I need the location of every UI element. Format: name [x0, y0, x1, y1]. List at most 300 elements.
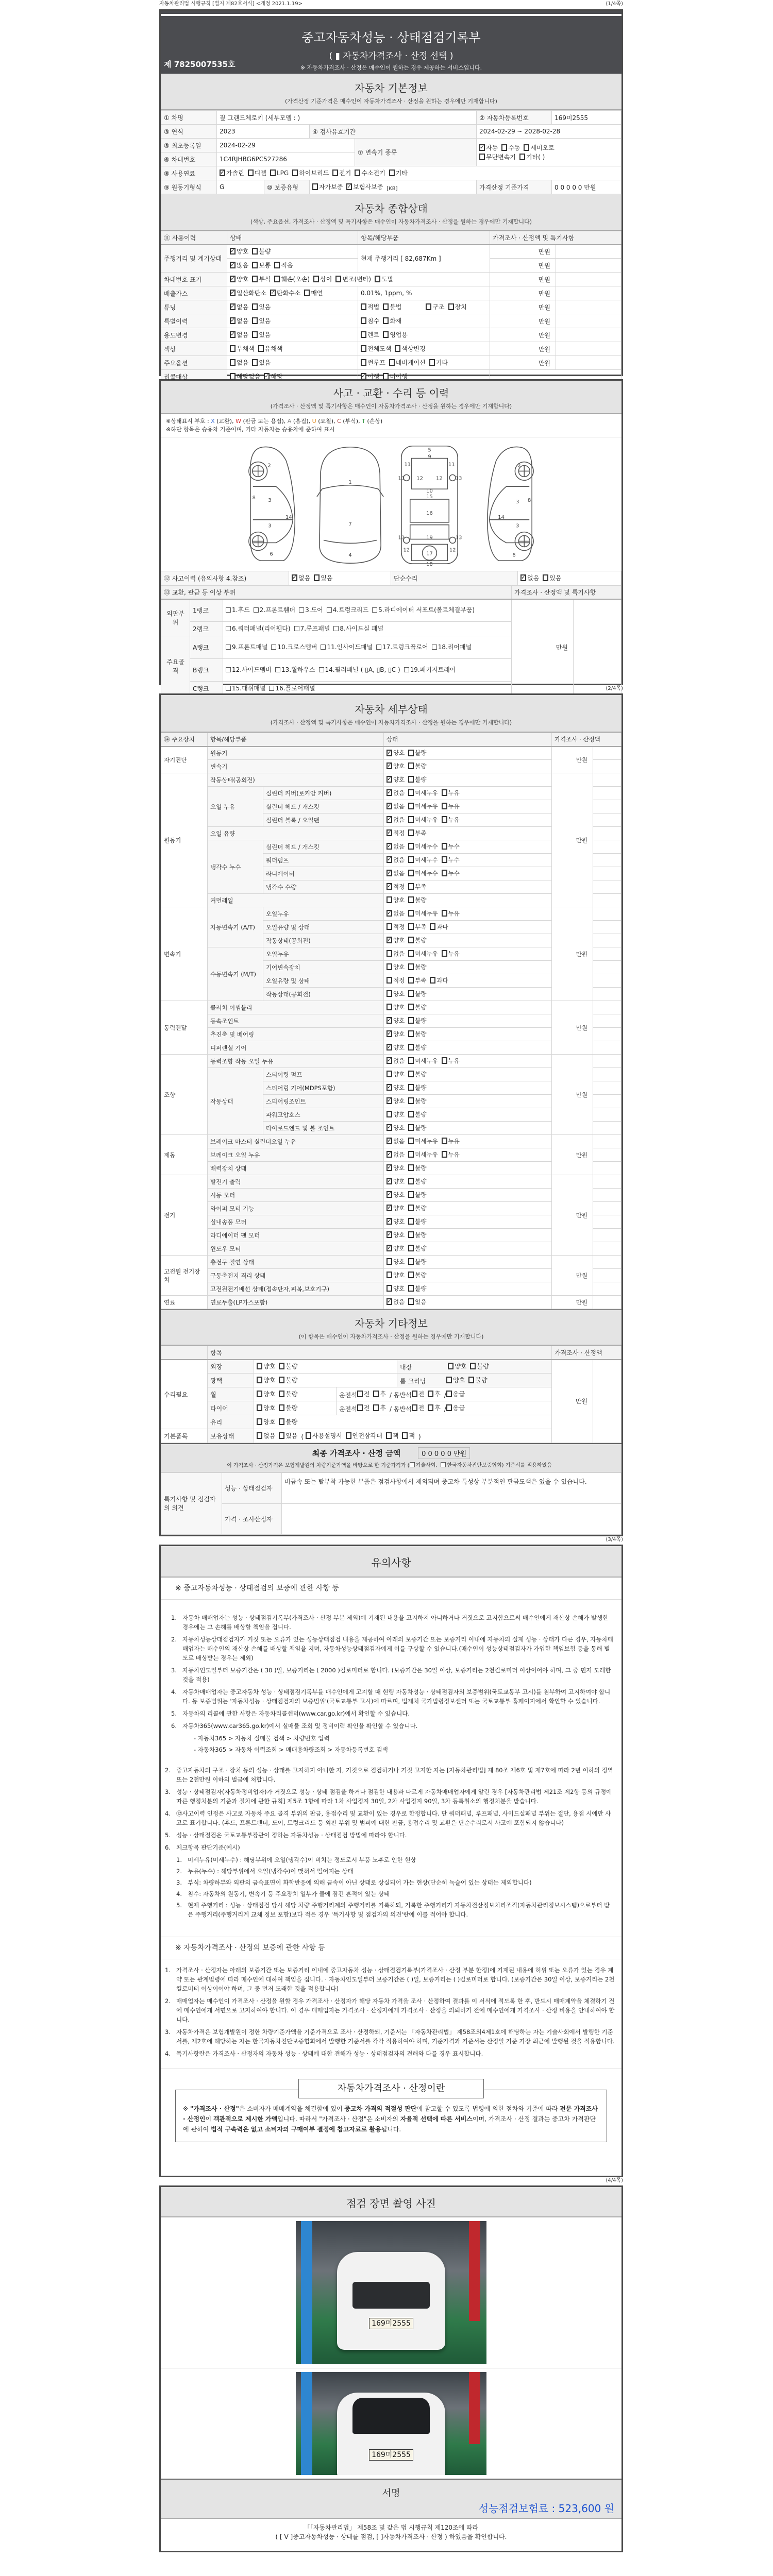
checkbox-option[interactable] — [270, 170, 289, 177]
checkbox-option[interactable] — [408, 1191, 426, 1199]
remark-cell[interactable] — [593, 1108, 621, 1122]
checkbox-option[interactable] — [226, 624, 291, 633]
checkbox-icon[interactable] — [408, 1245, 414, 1251]
remark-cell[interactable] — [593, 787, 621, 800]
checkbox-option[interactable] — [408, 1298, 426, 1306]
checkbox-option[interactable] — [386, 789, 405, 797]
checkbox-icon[interactable] — [408, 843, 414, 850]
checkbox-icon[interactable] — [408, 856, 414, 863]
checked-checkbox-icon[interactable] — [386, 843, 392, 850]
checked-checkbox-icon[interactable] — [386, 1191, 392, 1198]
checkbox-icon[interactable] — [271, 645, 276, 650]
checkbox-option[interactable] — [386, 1030, 405, 1038]
checkbox-option[interactable] — [275, 665, 315, 674]
checkbox-option[interactable] — [230, 372, 260, 381]
checkbox-icon[interactable] — [408, 910, 414, 917]
checkbox-icon[interactable] — [274, 276, 280, 282]
checkbox-option[interactable] — [543, 573, 561, 582]
checkbox-option[interactable] — [226, 605, 250, 615]
checkbox-icon[interactable] — [524, 144, 529, 151]
checkbox-option[interactable] — [386, 1150, 405, 1159]
remark-cell[interactable] — [593, 1014, 621, 1028]
remark-cell[interactable] — [593, 1360, 621, 1443]
checkbox-option[interactable] — [386, 1110, 405, 1118]
checkbox-option[interactable] — [428, 1403, 441, 1412]
checkbox-icon[interactable] — [442, 1057, 447, 1064]
checkbox-option[interactable] — [408, 950, 438, 958]
checkbox-option[interactable] — [408, 842, 438, 851]
checkbox-option[interactable] — [408, 1231, 426, 1239]
checkbox-icon[interactable] — [408, 1258, 414, 1265]
checkbox-icon[interactable] — [257, 1404, 262, 1411]
checkbox-option[interactable] — [408, 1258, 426, 1266]
checkbox-option[interactable] — [383, 330, 408, 339]
remark-cell[interactable] — [593, 961, 621, 974]
checkbox-icon[interactable] — [430, 977, 435, 984]
checkbox-icon[interactable] — [408, 1111, 414, 1117]
checkbox-icon[interactable] — [386, 963, 392, 970]
checked-checkbox-icon[interactable] — [230, 317, 236, 324]
checkbox-icon[interactable] — [333, 626, 339, 631]
checkbox-option[interactable] — [264, 372, 282, 381]
checkbox-icon[interactable] — [279, 1432, 284, 1439]
checkbox-icon[interactable] — [252, 262, 258, 268]
checked-checkbox-icon[interactable] — [230, 248, 236, 255]
checkbox-option[interactable] — [252, 316, 271, 325]
checkbox-option[interactable] — [408, 1057, 438, 1065]
checkbox-icon[interactable] — [332, 170, 338, 176]
checkbox-option[interactable] — [321, 642, 373, 652]
checkbox-option[interactable] — [386, 936, 405, 944]
remark-cell[interactable] — [593, 974, 621, 988]
checkbox-option[interactable] — [408, 802, 438, 810]
checkbox-option[interactable] — [408, 1164, 426, 1172]
checkbox-icon[interactable] — [373, 1404, 379, 1411]
checkbox-icon[interactable] — [468, 1377, 474, 1383]
checkbox-option[interactable] — [408, 1284, 426, 1293]
checkbox-icon[interactable] — [327, 607, 332, 613]
checkbox-option[interactable] — [313, 275, 332, 283]
checkbox-option[interactable] — [357, 1403, 370, 1412]
checkbox-option[interactable] — [408, 923, 426, 931]
checkbox-option[interactable] — [299, 605, 323, 615]
remark-cell[interactable] — [593, 1215, 621, 1229]
checkbox-option[interactable] — [386, 990, 405, 998]
checkbox-option[interactable] — [389, 358, 426, 367]
checked-checkbox-icon[interactable] — [386, 1218, 392, 1225]
checkbox-option[interactable] — [446, 1403, 465, 1412]
checked-checkbox-icon[interactable] — [386, 1164, 392, 1171]
checkbox-option[interactable] — [386, 1258, 405, 1266]
checkbox-option[interactable] — [442, 816, 460, 824]
checkbox-icon[interactable] — [355, 170, 360, 176]
checkbox-icon[interactable] — [412, 1404, 417, 1411]
checkbox-option[interactable] — [408, 856, 438, 864]
checkbox-option[interactable] — [230, 289, 266, 297]
checkbox-icon[interactable] — [275, 667, 280, 672]
checkbox-option[interactable] — [386, 1070, 405, 1078]
remark-cell[interactable] — [556, 356, 621, 370]
checkbox-option[interactable] — [257, 1362, 275, 1370]
checkbox-option[interactable] — [386, 976, 405, 985]
checked-checkbox-icon[interactable] — [386, 1178, 392, 1184]
checkbox-icon[interactable] — [269, 686, 274, 691]
checkbox-option[interactable] — [446, 1376, 465, 1384]
checkbox-option[interactable] — [389, 168, 408, 177]
checked-checkbox-icon[interactable] — [386, 1138, 392, 1144]
checkbox-option[interactable] — [386, 1298, 405, 1306]
checkbox-icon[interactable] — [446, 1404, 452, 1411]
checkbox-option[interactable] — [361, 358, 385, 367]
checkbox-option[interactable] — [258, 344, 283, 353]
checkbox-option[interactable] — [386, 749, 405, 757]
checkbox-option[interactable] — [442, 1057, 460, 1065]
checkbox-option[interactable] — [408, 1217, 426, 1226]
checkbox-option[interactable] — [408, 896, 426, 904]
checked-checkbox-icon[interactable] — [386, 776, 392, 783]
checkbox-icon[interactable] — [313, 276, 319, 282]
checked-checkbox-icon[interactable] — [386, 803, 392, 809]
checkbox-option[interactable] — [408, 1271, 426, 1279]
checkbox-icon[interactable] — [252, 248, 258, 255]
checkbox-icon[interactable] — [383, 303, 389, 310]
checkbox-icon[interactable] — [408, 963, 414, 970]
checkbox-option[interactable] — [408, 789, 438, 797]
checkbox-option[interactable] — [442, 909, 460, 918]
checkbox-icon[interactable] — [319, 667, 324, 672]
checkbox-option[interactable] — [402, 1431, 415, 1440]
checkbox-icon[interactable] — [279, 1363, 284, 1369]
checked-checkbox-icon[interactable] — [479, 144, 485, 151]
checkbox-icon[interactable] — [479, 154, 485, 160]
checkbox-option[interactable] — [383, 372, 408, 381]
checkbox-option[interactable] — [408, 1070, 426, 1078]
checkbox-icon[interactable] — [252, 317, 258, 324]
checkbox-option[interactable] — [373, 1403, 386, 1412]
checkbox-option[interactable] — [383, 316, 401, 325]
checked-checkbox-icon[interactable] — [230, 262, 236, 268]
remark-cell[interactable] — [593, 867, 621, 880]
checkbox-icon[interactable] — [408, 1151, 414, 1158]
remark-cell[interactable] — [593, 988, 621, 1001]
checkbox-option[interactable] — [346, 182, 383, 191]
checkbox-option[interactable] — [408, 1244, 426, 1252]
checkbox-option[interactable] — [361, 330, 379, 339]
checkbox-option[interactable] — [408, 829, 426, 837]
checkbox-icon[interactable] — [408, 1231, 414, 1238]
checkbox-icon[interactable] — [446, 1377, 452, 1383]
checkbox-option[interactable] — [448, 302, 467, 311]
checked-checkbox-icon[interactable] — [386, 1017, 392, 1024]
checked-checkbox-icon[interactable] — [386, 829, 392, 836]
checked-checkbox-icon[interactable] — [386, 910, 392, 917]
checkbox-option[interactable] — [230, 330, 248, 339]
checkbox-icon[interactable] — [446, 1391, 452, 1397]
checkbox-icon[interactable] — [408, 1205, 414, 1211]
checkbox-option[interactable] — [386, 1231, 405, 1239]
checkbox-option[interactable] — [408, 1003, 426, 1011]
checkbox-option[interactable] — [279, 1403, 297, 1412]
checkbox-option[interactable] — [230, 344, 255, 353]
checkbox-option[interactable] — [361, 316, 379, 325]
checkbox-option[interactable] — [408, 1097, 426, 1105]
checkbox-icon[interactable] — [279, 1377, 284, 1383]
checkbox-option[interactable] — [252, 302, 271, 311]
checkbox-icon[interactable] — [410, 1462, 415, 1467]
checkbox-icon[interactable] — [408, 1097, 414, 1104]
checkbox-option[interactable] — [501, 143, 520, 152]
remark-cell[interactable] — [593, 814, 621, 827]
checkbox-icon[interactable] — [361, 345, 366, 352]
checkbox-icon[interactable] — [448, 303, 454, 310]
checkbox-icon[interactable] — [408, 896, 414, 903]
checkbox-icon[interactable] — [408, 1164, 414, 1171]
checkbox-icon[interactable] — [408, 937, 414, 943]
checkbox-icon[interactable] — [294, 626, 299, 631]
checkbox-option[interactable] — [386, 842, 405, 851]
remark-cell[interactable] — [593, 854, 621, 867]
checkbox-option[interactable] — [442, 789, 460, 797]
remark-cell[interactable] — [593, 800, 621, 814]
checkbox-icon[interactable] — [226, 667, 231, 672]
remark-cell[interactable] — [593, 1081, 621, 1095]
checkbox-icon[interactable] — [386, 923, 392, 930]
checkbox-option[interactable] — [408, 990, 426, 998]
checkbox-icon[interactable] — [383, 331, 389, 338]
checkbox-option[interactable] — [279, 1376, 297, 1384]
checkbox-option[interactable] — [408, 936, 426, 944]
checkbox-icon[interactable] — [442, 843, 447, 850]
checkbox-option[interactable] — [386, 1191, 405, 1199]
checkbox-icon[interactable] — [306, 1432, 311, 1439]
checkbox-icon[interactable] — [408, 950, 414, 957]
checkbox-option[interactable] — [257, 1376, 275, 1384]
checkbox-icon[interactable] — [279, 1418, 284, 1425]
remark-cell[interactable] — [593, 1202, 621, 1215]
checkbox-option[interactable] — [252, 358, 271, 367]
checkbox-option[interactable] — [386, 1043, 405, 1052]
checkbox-icon[interactable] — [408, 1285, 414, 1292]
remark-cell[interactable] — [593, 907, 621, 921]
checked-checkbox-icon[interactable] — [220, 170, 225, 176]
checkbox-option[interactable] — [386, 950, 405, 958]
checkbox-icon[interactable] — [258, 345, 264, 352]
checkbox-icon[interactable] — [442, 803, 447, 809]
checkbox-option[interactable] — [294, 624, 330, 633]
checkbox-icon[interactable] — [361, 331, 366, 338]
checkbox-option[interactable] — [479, 152, 516, 161]
checkbox-option[interactable] — [519, 152, 545, 161]
checkbox-icon[interactable] — [226, 607, 231, 613]
checkbox-icon[interactable] — [428, 1404, 433, 1411]
checkbox-option[interactable] — [386, 1137, 405, 1145]
checkbox-icon[interactable] — [408, 1298, 414, 1305]
checked-checkbox-icon[interactable] — [230, 303, 236, 310]
checkbox-option[interactable] — [386, 923, 405, 931]
checkbox-option[interactable] — [408, 883, 426, 891]
checkbox-option[interactable] — [314, 573, 332, 582]
checkbox-icon[interactable] — [408, 776, 414, 783]
remark-cell[interactable] — [593, 1296, 621, 1309]
checkbox-icon[interactable] — [226, 645, 231, 650]
checkbox-option[interactable] — [230, 275, 248, 283]
checked-checkbox-icon[interactable] — [386, 1084, 392, 1091]
remark-cell[interactable] — [593, 1028, 621, 1041]
checkbox-icon[interactable] — [408, 1272, 414, 1278]
checkbox-option[interactable] — [408, 1150, 438, 1159]
checkbox-icon[interactable] — [408, 762, 414, 769]
remark-cell[interactable] — [593, 1135, 621, 1148]
checkbox-icon[interactable] — [252, 303, 258, 310]
checkbox-icon[interactable] — [314, 574, 320, 581]
remark-cell[interactable] — [593, 1189, 621, 1202]
checked-checkbox-icon[interactable] — [386, 762, 392, 769]
checkbox-option[interactable] — [386, 1057, 405, 1065]
checkbox-icon[interactable] — [408, 1178, 414, 1184]
checkbox-icon[interactable] — [442, 910, 447, 917]
checkbox-option[interactable] — [386, 1083, 405, 1092]
checkbox-option[interactable] — [430, 976, 448, 985]
remark-cell[interactable] — [593, 1269, 621, 1282]
remark-cell[interactable] — [593, 1055, 621, 1068]
checkbox-option[interactable] — [412, 1389, 425, 1398]
remark-cell[interactable] — [593, 1175, 621, 1189]
checkbox-option[interactable] — [274, 261, 293, 269]
checkbox-option[interactable] — [333, 624, 383, 633]
checkbox-icon[interactable] — [408, 1044, 414, 1050]
checked-checkbox-icon[interactable] — [386, 789, 392, 796]
checkbox-option[interactable] — [383, 302, 401, 311]
checked-checkbox-icon[interactable] — [264, 373, 270, 380]
checked-checkbox-icon[interactable] — [386, 750, 392, 756]
checkbox-icon[interactable] — [230, 345, 236, 352]
checkbox-option[interactable] — [257, 1389, 275, 1398]
checkbox-icon[interactable] — [442, 789, 447, 796]
checked-checkbox-icon[interactable] — [386, 883, 392, 890]
checked-checkbox-icon[interactable] — [230, 290, 236, 296]
checked-checkbox-icon[interactable] — [386, 937, 392, 943]
checkbox-option[interactable] — [408, 1083, 426, 1092]
checkbox-icon[interactable] — [386, 1004, 392, 1010]
checkbox-option[interactable] — [442, 842, 460, 851]
checkbox-icon[interactable] — [389, 170, 395, 176]
remark-cell[interactable] — [593, 747, 621, 760]
checkbox-option[interactable] — [319, 665, 400, 674]
checkbox-icon[interactable] — [442, 816, 447, 823]
checkbox-option[interactable] — [386, 1016, 405, 1025]
checked-checkbox-icon[interactable] — [386, 1030, 392, 1037]
checkbox-option[interactable] — [386, 1003, 405, 1011]
checkbox-option[interactable] — [257, 1403, 275, 1412]
checkbox-option[interactable] — [292, 573, 310, 582]
checkbox-option[interactable] — [386, 1097, 405, 1105]
checkbox-option[interactable] — [230, 247, 248, 256]
checkbox-icon[interactable] — [408, 977, 414, 984]
checkbox-icon[interactable] — [408, 1004, 414, 1010]
checkbox-option[interactable] — [271, 642, 317, 652]
checkbox-icon[interactable] — [312, 183, 318, 190]
checkbox-option[interactable] — [408, 1110, 426, 1118]
checked-checkbox-icon[interactable] — [270, 290, 276, 296]
checkbox-icon[interactable] — [335, 276, 341, 282]
checkbox-option[interactable] — [386, 856, 405, 864]
checkbox-icon[interactable] — [230, 359, 236, 366]
checked-checkbox-icon[interactable] — [230, 331, 236, 338]
checkbox-icon[interactable] — [321, 645, 326, 650]
checkbox-option[interactable] — [230, 302, 248, 311]
checkbox-icon[interactable] — [408, 1084, 414, 1091]
checkbox-icon[interactable] — [448, 1363, 453, 1369]
checkbox-icon[interactable] — [257, 1377, 262, 1383]
checkbox-option[interactable] — [386, 775, 405, 784]
remark-cell[interactable] — [593, 1229, 621, 1242]
checkbox-icon[interactable] — [257, 1418, 262, 1425]
checkbox-icon[interactable] — [386, 1258, 392, 1265]
remark-cell[interactable] — [593, 1001, 621, 1014]
checkbox-icon[interactable] — [470, 1363, 476, 1369]
checkbox-icon[interactable] — [408, 816, 414, 823]
checkbox-icon[interactable] — [346, 1432, 351, 1439]
checkbox-icon[interactable] — [442, 1138, 447, 1144]
checkbox-option[interactable] — [257, 1431, 275, 1440]
checkbox-icon[interactable] — [408, 883, 414, 890]
checkbox-option[interactable] — [254, 605, 295, 615]
checkbox-option[interactable] — [270, 289, 300, 297]
checkbox-option[interactable] — [386, 1177, 405, 1185]
checkbox-icon[interactable] — [408, 789, 414, 796]
remark-cell[interactable] — [574, 599, 621, 696]
checkbox-option[interactable] — [279, 1389, 297, 1398]
checkbox-option[interactable] — [408, 749, 426, 757]
remark-cell[interactable] — [593, 1282, 621, 1296]
remark-cell[interactable] — [556, 314, 621, 328]
checkbox-option[interactable] — [220, 168, 244, 177]
checkbox-icon[interactable] — [270, 170, 276, 176]
checkbox-icon[interactable] — [386, 1285, 392, 1292]
checkbox-icon[interactable] — [408, 870, 414, 876]
checkbox-option[interactable] — [408, 1016, 426, 1025]
checkbox-icon[interactable] — [257, 1391, 262, 1397]
remark-cell[interactable] — [556, 273, 621, 286]
checkbox-icon[interactable] — [386, 990, 392, 997]
checkbox-option[interactable] — [479, 143, 498, 152]
remark-cell[interactable] — [593, 1095, 621, 1108]
checkbox-icon[interactable] — [408, 923, 414, 930]
checkbox-icon[interactable] — [426, 303, 431, 310]
checkbox-option[interactable] — [373, 1389, 386, 1398]
checked-checkbox-icon[interactable] — [361, 373, 366, 380]
checked-checkbox-icon[interactable] — [386, 1231, 392, 1238]
checkbox-option[interactable] — [257, 1417, 275, 1426]
checkbox-option[interactable] — [230, 358, 248, 367]
checkbox-option[interactable] — [361, 372, 379, 381]
checkbox-option[interactable] — [408, 869, 438, 877]
checkbox-option[interactable] — [408, 1043, 426, 1052]
checkbox-option[interactable] — [408, 1204, 426, 1212]
checkbox-option[interactable] — [332, 168, 351, 177]
remark-cell[interactable] — [556, 328, 621, 342]
checkbox-option[interactable] — [442, 1137, 460, 1145]
checkbox-option[interactable] — [408, 1177, 426, 1185]
checkbox-option[interactable] — [226, 684, 265, 693]
remark-cell[interactable] — [593, 1041, 621, 1055]
checkbox-icon[interactable] — [408, 750, 414, 756]
checkbox-option[interactable] — [386, 883, 405, 891]
checkbox-option[interactable] — [376, 642, 428, 652]
checkbox-icon[interactable] — [430, 923, 435, 930]
checked-checkbox-icon[interactable] — [386, 1298, 392, 1305]
checkbox-icon[interactable] — [226, 686, 231, 691]
